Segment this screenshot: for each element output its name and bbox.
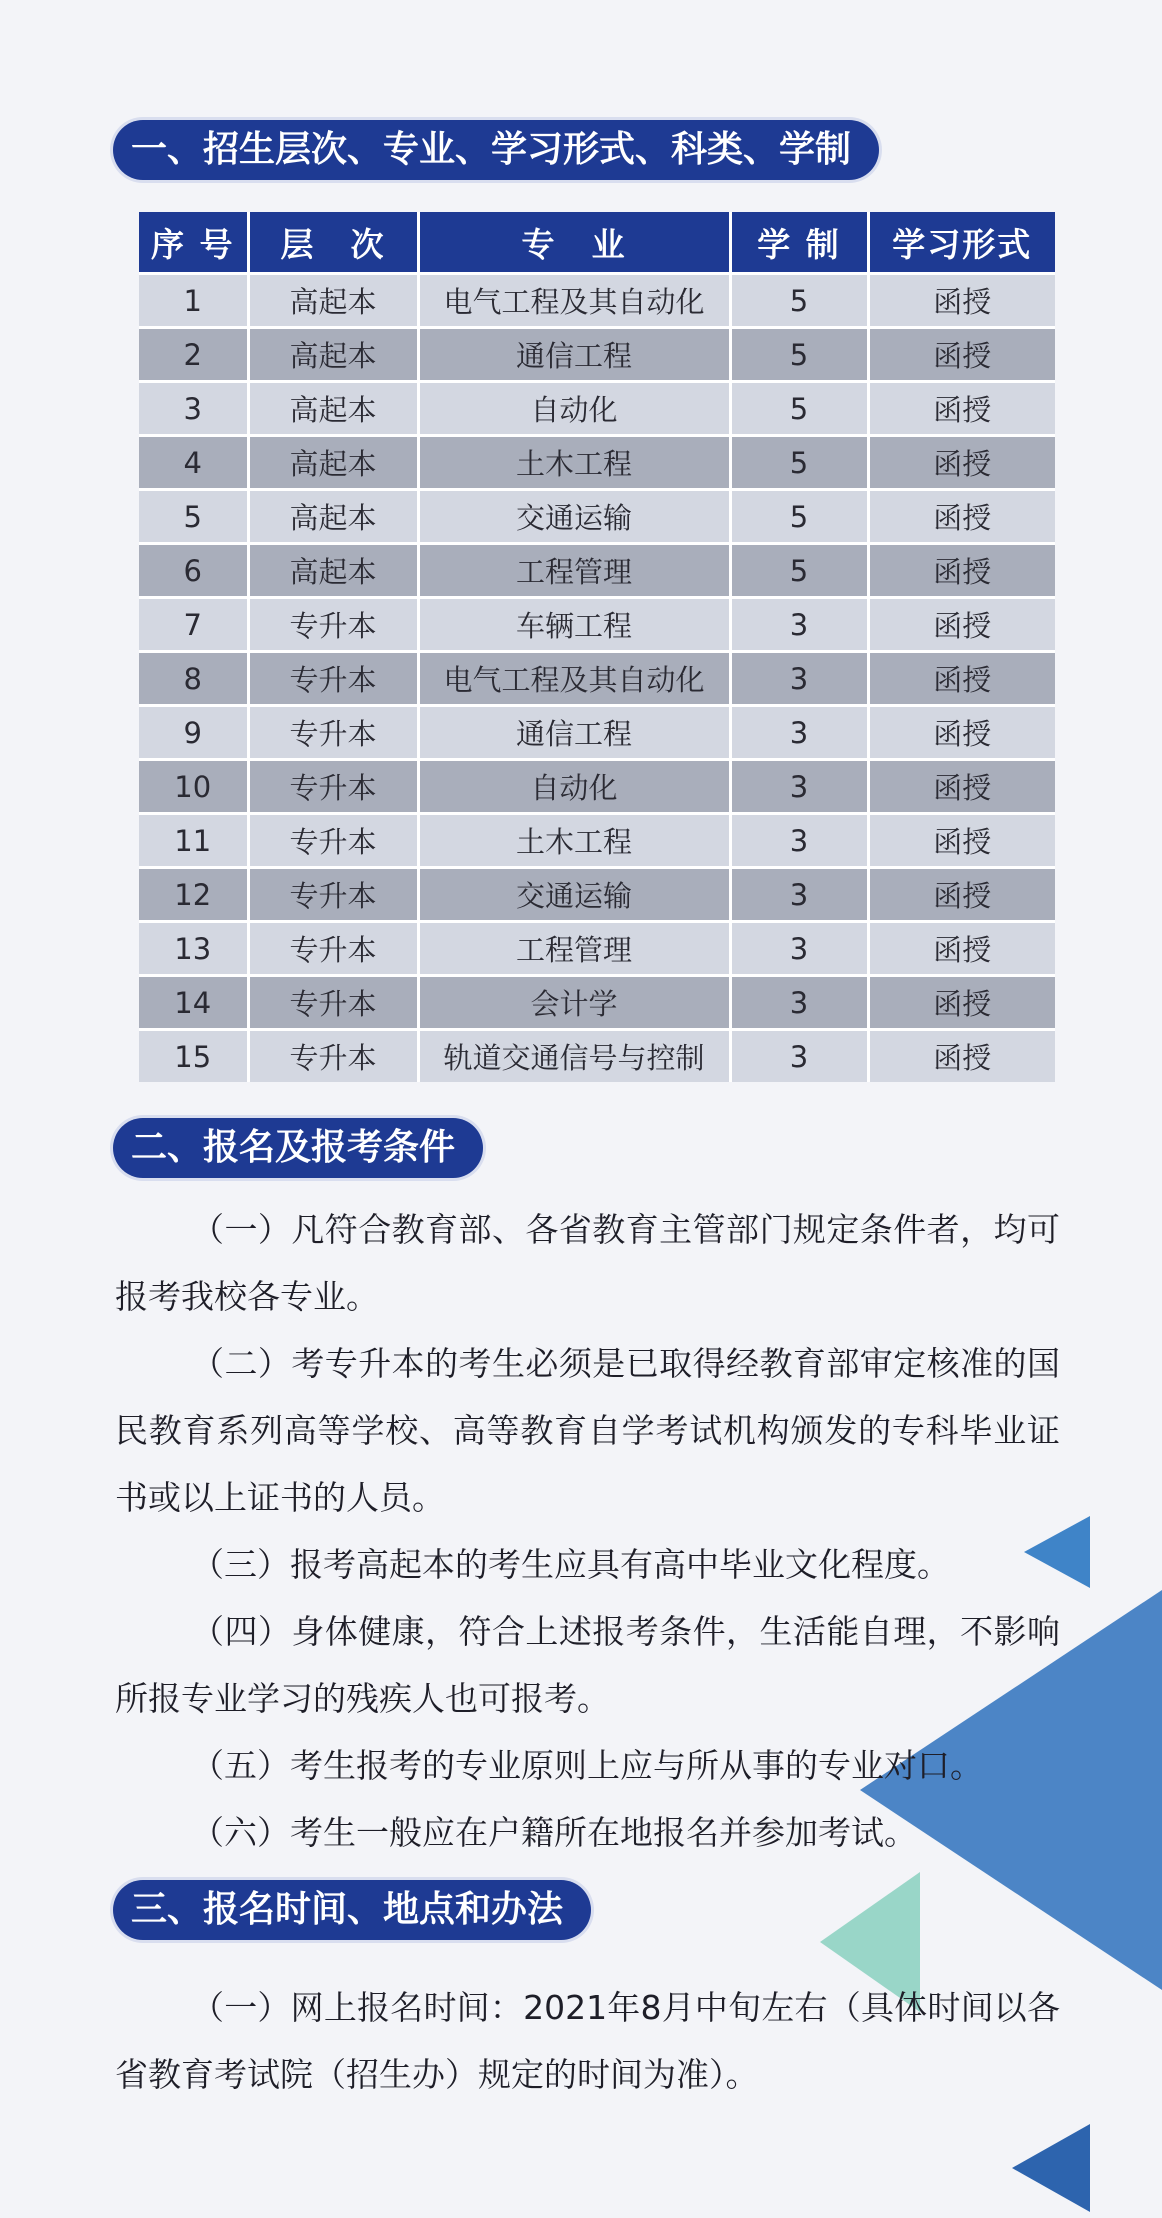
table-cell: 专升本 (248, 814, 418, 868)
majors-table (139, 212, 1055, 1082)
table-cell: 自动化 (418, 382, 730, 436)
header-cell: 学习形式 (868, 212, 1055, 274)
table-cell: 函授 (868, 382, 1055, 436)
table-row (139, 436, 1055, 490)
table-cell: 7 (139, 598, 248, 652)
table-cell: 5 (730, 382, 868, 436)
table-cell: 3 (730, 1030, 868, 1083)
table-cell: 函授 (868, 976, 1055, 1030)
table-cell: 工程管理 (418, 544, 730, 598)
registration-paragraph-1: （一）网上报名时间：2021年8月中旬左右（具体时间以各省教育考试院（招生办）规定的时间为准）。 (115, 1988, 1060, 2094)
table-cell: 3 (730, 976, 868, 1030)
condition-paragraph-3: （三）报考高起本的考生应具有高中毕业文化程度。 (191, 1545, 950, 1584)
table-cell: 专升本 (248, 598, 418, 652)
table-cell: 函授 (868, 544, 1055, 598)
table-cell: 自动化 (418, 760, 730, 814)
table-cell: 函授 (868, 490, 1055, 544)
table-cell: 电气工程及其自动化 (418, 652, 730, 706)
table-cell: 5 (730, 328, 868, 382)
table-cell: 函授 (868, 922, 1055, 976)
section-title-3: 三、报名时间、地点和办法 (113, 1880, 591, 1940)
table-cell: 高起本 (248, 274, 418, 328)
table-cell: 15 (139, 1030, 248, 1083)
header-cell: 专 业 (418, 212, 730, 274)
table-cell: 高起本 (248, 490, 418, 544)
table-cell: 函授 (868, 760, 1055, 814)
table-row (139, 652, 1055, 706)
table-cell: 5 (139, 490, 248, 544)
table-cell: 函授 (868, 814, 1055, 868)
table-cell: 函授 (868, 274, 1055, 328)
condition-paragraph-4: （四）身体健康，符合上述报考条件，生活能自理，不影响所报专业学习的残疾人也可报考。 (115, 1612, 1060, 1718)
table-cell: 专升本 (248, 706, 418, 760)
table-cell: 高起本 (248, 328, 418, 382)
table-cell: 2 (139, 328, 248, 382)
table-cell: 交通运输 (418, 490, 730, 544)
table-row (139, 382, 1055, 436)
table-row (139, 598, 1055, 652)
section-title-2: 二、报名及报考条件 (113, 1118, 483, 1178)
table-cell: 专升本 (248, 976, 418, 1030)
table-cell: 函授 (868, 652, 1055, 706)
condition-paragraph-5: （五）考生报考的专业原则上应与所从事的专业对口。 (191, 1746, 983, 1785)
table-cell: 专升本 (248, 868, 418, 922)
table-row (139, 976, 1055, 1030)
table-cell: 高起本 (248, 436, 418, 490)
table-cell: 6 (139, 544, 248, 598)
table-cell: 交通运输 (418, 868, 730, 922)
table-row (139, 328, 1055, 382)
table-cell: 10 (139, 760, 248, 814)
header-cell: 层 次 (248, 212, 418, 274)
table-row (139, 814, 1055, 868)
table-row (139, 868, 1055, 922)
table-cell: 车辆工程 (418, 598, 730, 652)
condition-paragraph-1: （一）凡符合教育部、各省教育主管部门规定条件者，均可报考我校各专业。 (115, 1210, 1060, 1316)
table-cell: 12 (139, 868, 248, 922)
table-cell: 3 (730, 760, 868, 814)
table-cell: 通信工程 (418, 328, 730, 382)
table-cell: 函授 (868, 706, 1055, 760)
table-cell: 5 (730, 544, 868, 598)
table-cell: 专升本 (248, 922, 418, 976)
table-cell: 14 (139, 976, 248, 1030)
table-row (139, 544, 1055, 598)
table-cell: 3 (730, 868, 868, 922)
table-cell: 专升本 (248, 760, 418, 814)
table-cell: 电气工程及其自动化 (418, 274, 730, 328)
header-cell: 序 号 (139, 212, 248, 274)
table-cell: 3 (730, 814, 868, 868)
table-cell: 3 (730, 706, 868, 760)
table-row (139, 490, 1055, 544)
table-cell: 函授 (868, 598, 1055, 652)
table-cell: 工程管理 (418, 922, 730, 976)
table-cell: 3 (730, 652, 868, 706)
table-row (139, 706, 1055, 760)
header-cell: 学 制 (730, 212, 868, 274)
table-cell: 9 (139, 706, 248, 760)
table-cell: 会计学 (418, 976, 730, 1030)
table-cell: 函授 (868, 1030, 1055, 1083)
table-row (139, 1030, 1055, 1083)
condition-paragraph-2: （二）考专升本的考生必须是已取得经教育部审定核准的国民教育系列高等学校、高等教育自学考试机构颁发的专科毕业证书或以上证书的人员。 (115, 1344, 1060, 1517)
table-cell: 8 (139, 652, 248, 706)
condition-paragraph-6: （六）考生一般应在户籍所在地报名并参加考试。 (191, 1813, 917, 1852)
table-cell: 3 (730, 598, 868, 652)
table-row (139, 922, 1055, 976)
table-cell: 高起本 (248, 382, 418, 436)
decorative-triangle-bottom (1012, 2124, 1090, 2212)
table-cell: 函授 (868, 436, 1055, 490)
table-cell: 轨道交通信号与控制 (418, 1030, 730, 1083)
table-cell: 3 (139, 382, 248, 436)
section-title-1: 一、招生层次、专业、学习形式、科类、学制 (113, 120, 879, 180)
table-cell: 5 (730, 490, 868, 544)
table-cell: 1 (139, 274, 248, 328)
table-cell: 11 (139, 814, 248, 868)
table-cell: 高起本 (248, 544, 418, 598)
table-cell: 通信工程 (418, 706, 730, 760)
table-cell: 4 (139, 436, 248, 490)
table-cell: 专升本 (248, 1030, 418, 1083)
table-cell: 5 (730, 436, 868, 490)
table-cell: 3 (730, 922, 868, 976)
table-cell: 函授 (868, 868, 1055, 922)
table-header-row (139, 212, 1055, 274)
table-cell: 13 (139, 922, 248, 976)
table-cell: 土木工程 (418, 436, 730, 490)
table-cell: 土木工程 (418, 814, 730, 868)
table-row (139, 274, 1055, 328)
table-cell: 函授 (868, 328, 1055, 382)
table-cell: 5 (730, 274, 868, 328)
table-cell: 专升本 (248, 652, 418, 706)
table-row (139, 760, 1055, 814)
